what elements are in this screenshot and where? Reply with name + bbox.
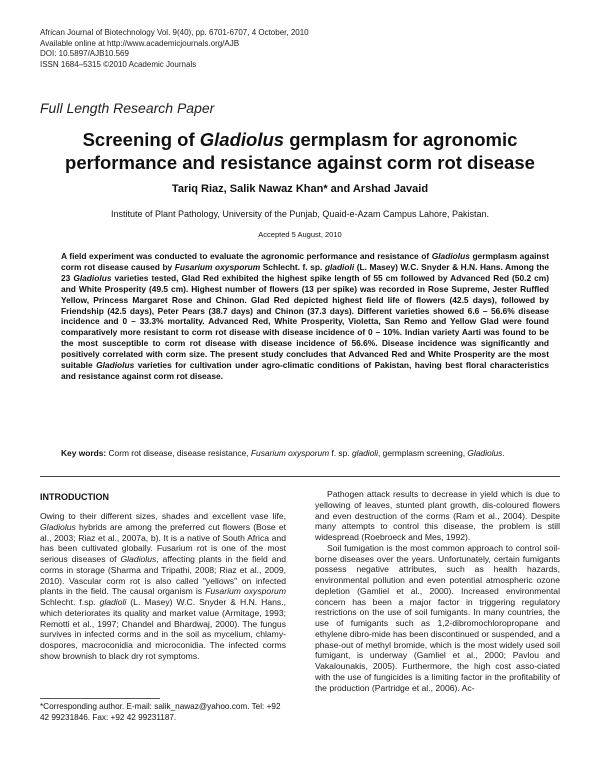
paper-type: Full Length Research Paper (40, 100, 215, 116)
section-heading: INTRODUCTION (40, 492, 109, 502)
paper-title: Screening of Gladiolus germplasm for agronomic performance and resistance against corm rot disease (65, 129, 535, 173)
corresponding-author-footnote: *Corresponding author. E-mail: salik_nawaz@yahoo.com. Tel: +92 42 99231846. Fax: +92 42 99231187. (40, 702, 281, 722)
keywords: Key words: Corm rot disease, disease resistance, Fusarium oxysporum f. sp. gladioli, germplasm screening, Gladiolus. (61, 448, 505, 458)
intro-paragraph: Soil fumigation is the most common approach to control soil-borne diseases over the years. Unfortunately, certain fumigants possess negative attributes, such as health hazards, environmental pollution and even potential atmospheric ozone depletion (Gamliel et al., 2000). Increased environmental concern has been a major factor in triggering regulatory restrictions on the use of soil fumigants. In many countries, the use of fumigants such as 1,2-dibromochloropropane and ethylene dibro-mide has been discontinued or suspended, and a phase-out of methyl bromide, which is the most widely used soil fumigant, is underway (Gamliel et al., 2000; Pavlou and Vakalounakis, 2005). Furthermore, the high cost asso-ciated with the use of fungicides is a limiting factor in the profitability of the production (Partridge et al., 2006). Ac- (315, 542, 560, 693)
doi: DOI: 10.5897/AJB10.569 (40, 49, 129, 58)
intro-column-right (315, 489, 560, 693)
journal-citation: African Journal of Biotechnology Vol. 9(40), pp. 6701-6707, 4 October, 2010 (40, 28, 309, 37)
intro-column-left (40, 511, 286, 662)
journal-url: Available online at http://www.academicjournals.org/AJB (40, 38, 240, 48)
abstract: A field experiment was conducted to evaluate the agronomic performance and resistance of Gladiolus germplasm against corm rot disease caused by Fusarium oxysporum Schlecht. f. sp. gladioli (L. Masey) W.C. Snyder & H.N. Hans. Among the 23 Gladiolus varieties tested, Glad Red exhibited the highest spike length of 55 cm followed by Advanced Red (50.2 cm) and White Prosperity (49.5 cm). Highest number of flowers (13 per spike) was recorded in Rose Supreme, Jester Ruffled Yellow, Princess Margaret Rose and Chinon. Glad Red depicted highest field life of flowers (42.5 days), followed by Friendship (42.5 days), Peter Pears (38.7 days) and Chinon (37.3 days). Different varieties showed 6.6 – 56.6% disease incidence and 0 – 33.3% mortality. Advanced Red, White Prosperity, Violetta, San Remo and Yellow Glad were found comparatively more resistant to corm rot disease with disease incidence of 0 – 10%. Indian variety Aarti was found to be the most susceptible to corm rot disease with disease incidence of 56.6%. Disease incidence was significantly and positively correlated with corm size. The present study concludes that Advanced Red and White Prosperity are the most suitable Gladiolus varieties for cultivation under agro-climatic conditions of Pakistan, having best floral characteristics and resistance against corm rot disease. (61, 251, 549, 381)
intro-paragraph: Pathogen attack results to decrease in yield which is due to yellowing of leaves, stunted plant growth, dis-coloured flowers and even destruction of the corms (Ram et al., 2004). Despite many attempts to control this disease, the problem is still widespread (Roebroeck and Mes, 1992). (315, 489, 560, 542)
issn: ISSN 1684–5315 ©2010 Academic Journals (40, 59, 197, 69)
intro-paragraph: Owing to their different sizes, shades and excellent vase life, Gladiolus hybrids are among the preferred cut flowers (Bose et al., 2003; Riaz et al., 2007a, b). It is a native of South Africa and has been cultivated globally. Fusarium rot is one of the most serious diseases of Gladiolus, affecting plants in the field and corms in storage (Sharma and Tripathi, 2008; Riaz et al., 2009, 2010). Vascular corm rot is also called "yellows" on infected plants in the field. The causal organism is Fusarium oxysporum Schlecht. f.sp. gladioli (L. Masey) W.C. Snyder & H.N. Hans., which deteriorates its quality and market value (Armitage, 1993; Remotti et al., 1997; Chandel and Bhardwaj, 2000). The fungus survives in infected corms and in the soil as mycelium, chlamy-dospores, macroconidia and microconidia. The infected corms show brownish to black dry rot symptoms. (40, 511, 286, 661)
footnote-divider (40, 698, 160, 699)
affiliation: Institute of Plant Pathology, University of the Punjab, Quaid-e-Azam Campus Lahore, Pakistan. (110, 209, 490, 219)
authors: Tariq Riaz, Salik Nawaz Khan* and Arshad Javaid (171, 183, 429, 195)
section-divider (40, 476, 560, 477)
journal-header (40, 28, 309, 70)
accepted-date: Accepted 5 August, 2010 (258, 230, 342, 239)
